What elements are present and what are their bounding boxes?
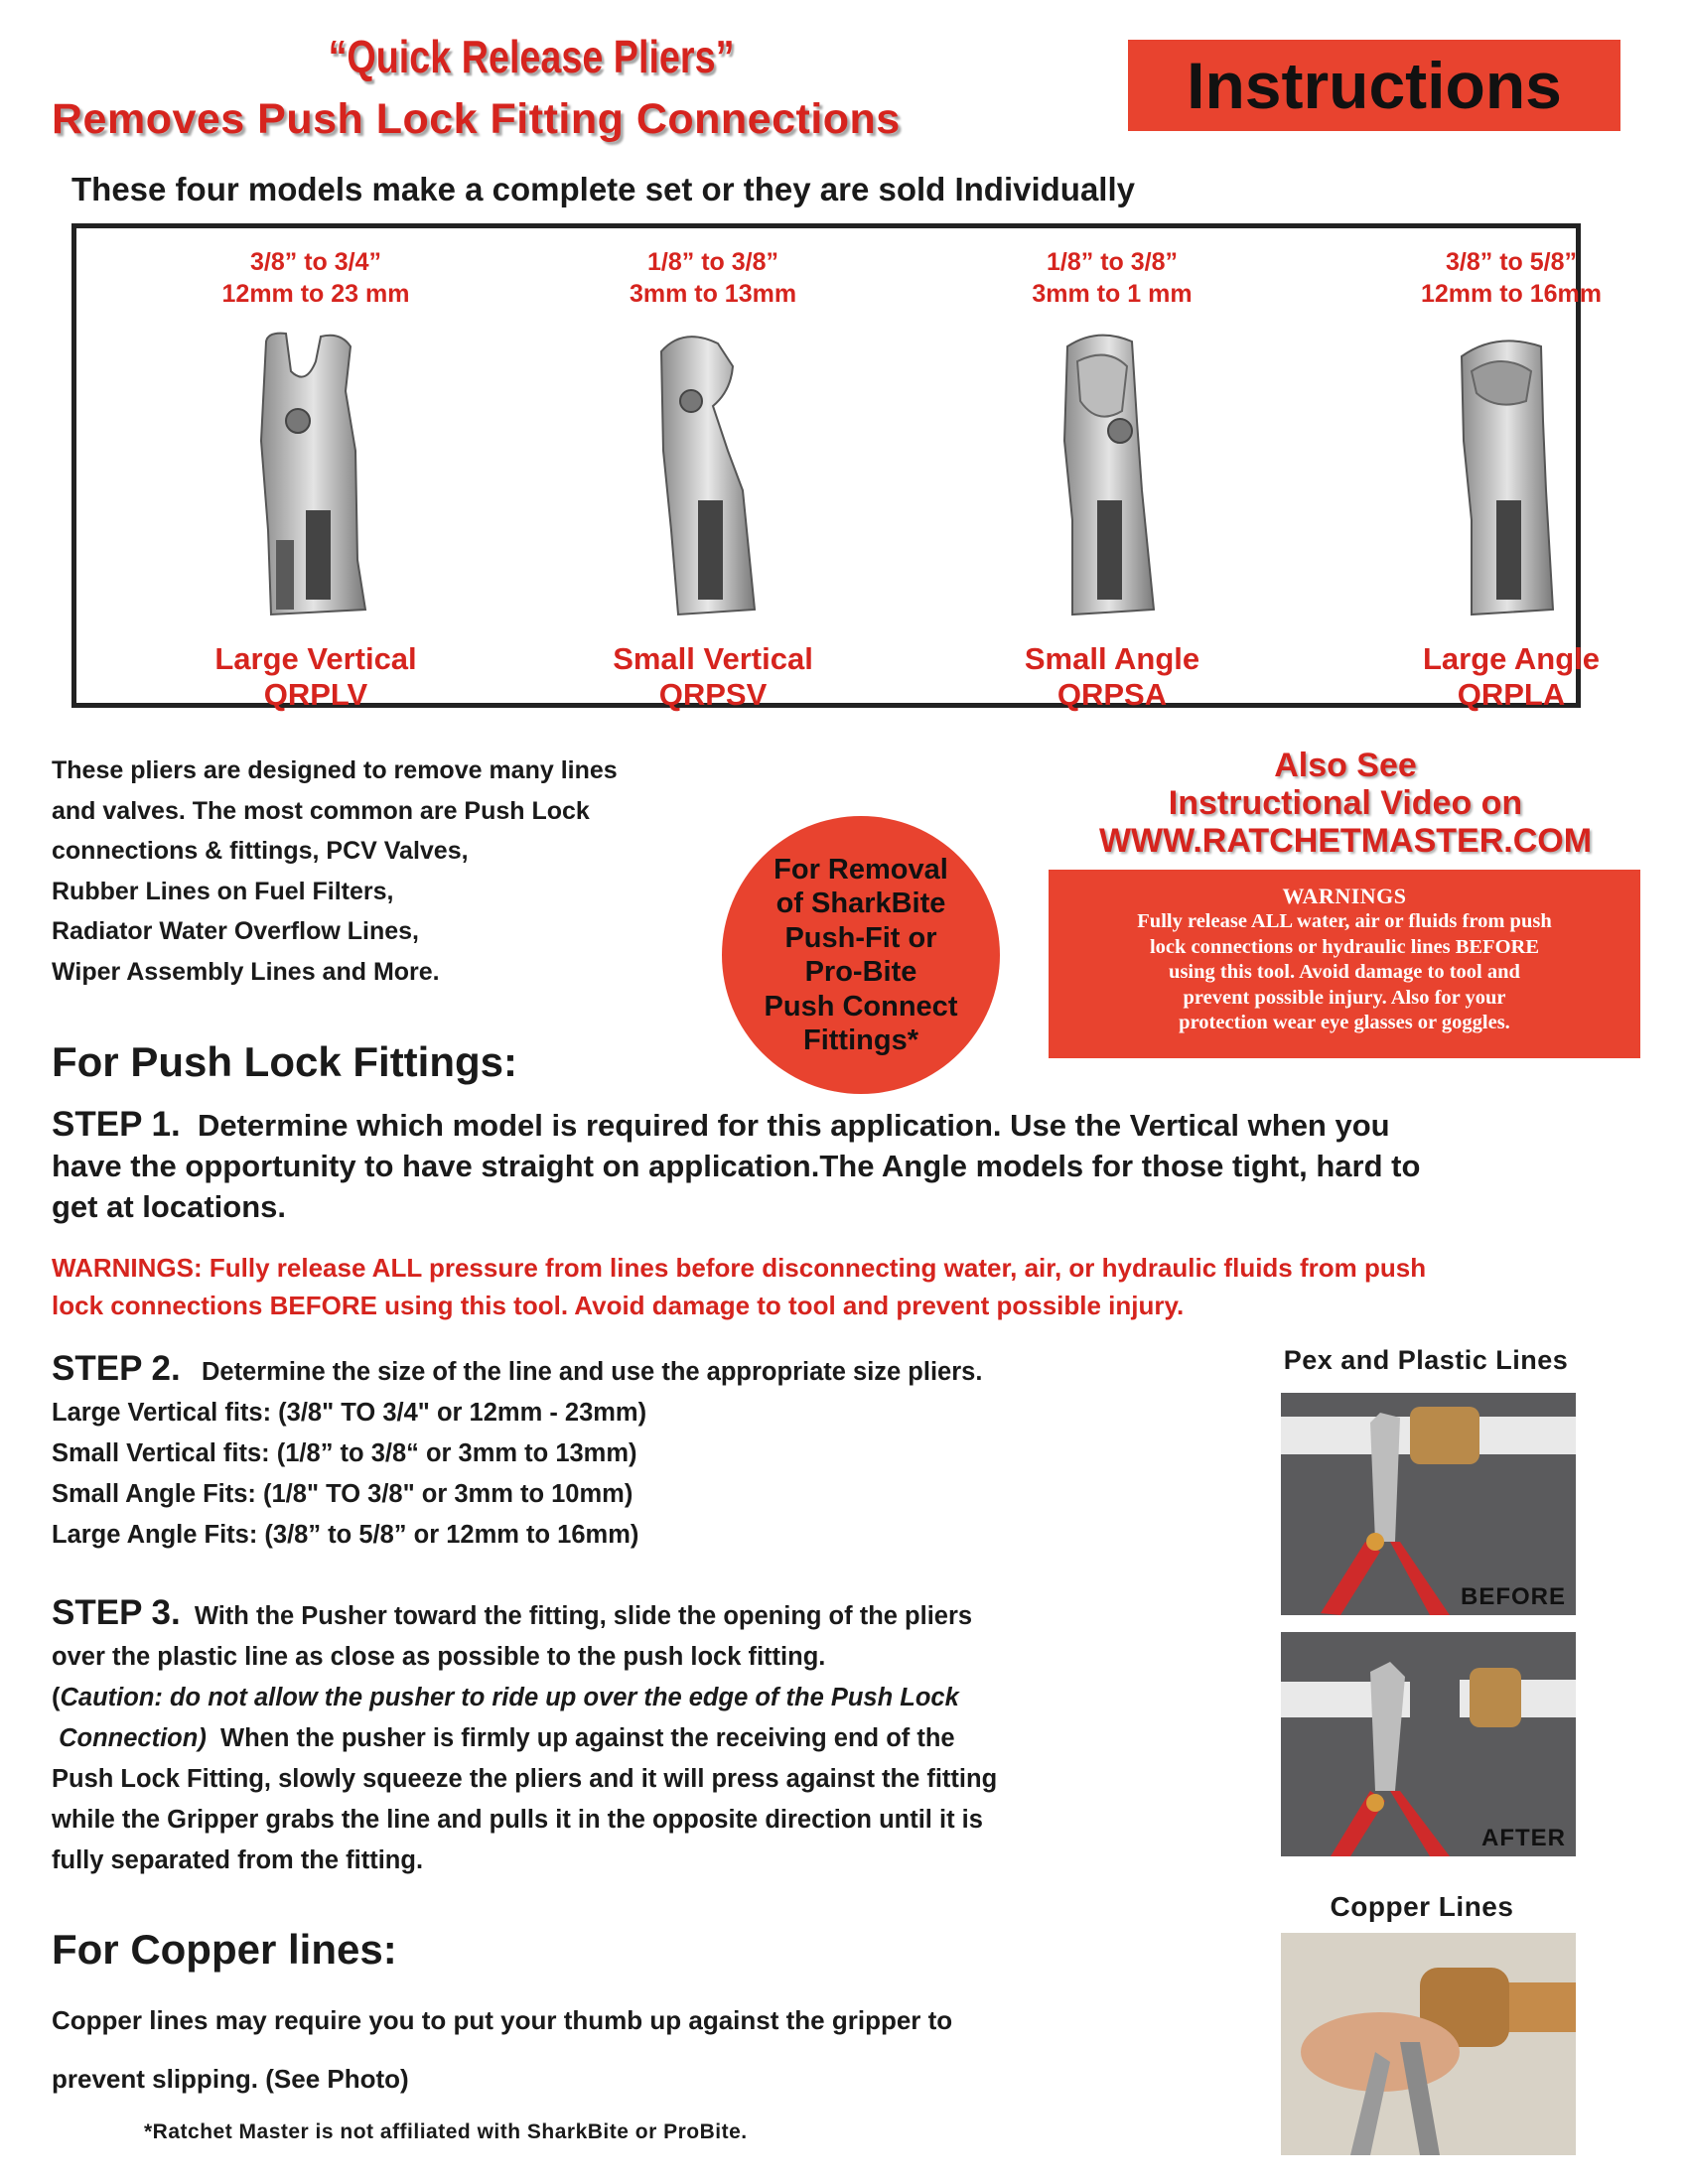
copper-paragraph (52, 1991, 1144, 2109)
model-name: Small Angle (1024, 641, 1200, 676)
model-range-mm: 3mm to 1 mm (1032, 280, 1193, 308)
badge-line: Pro-Bite (804, 956, 917, 988)
after-photo (1281, 1632, 1576, 1856)
step-3-text: fully separated from the fitting. (52, 1846, 424, 1874)
step-1-text: have the opportunity to have straight on application.The Angle models for those tight, hard to (52, 1149, 1421, 1183)
badge-line: Push-Fit or (784, 921, 937, 954)
copper-photo (1281, 1933, 1576, 2155)
warning-line: Fully release ALL water, air or fluids from push (1137, 910, 1552, 932)
step-3-label: STEP 3. (52, 1593, 181, 1632)
badge-line: Fittings* (803, 1024, 918, 1056)
caution-text: Connection) (52, 1724, 207, 1752)
model-name: Small Vertical (613, 641, 813, 676)
before-photo (1281, 1393, 1576, 1615)
large-vertical-plier-image (246, 332, 385, 619)
pex-photos-label: Pex and Plastic Lines (1283, 1345, 1569, 1375)
fit-line: Large Vertical fits: (3/8" TO 3/4" or 12mm - 23mm) (52, 1399, 647, 1427)
copper-photo-image (1281, 1933, 1576, 2155)
step-3-text: With the Pusher toward the fitting, slide the opening of the pliers (194, 1602, 973, 1630)
step-3 (52, 1592, 1144, 1881)
model-small-angle (943, 246, 1281, 713)
step-1-label: STEP 1. (52, 1105, 181, 1144)
model-code: QRPLA (1457, 677, 1566, 712)
model-large-vertical (147, 246, 485, 713)
set-description: These four models make a complete set or they are sold Individually (71, 171, 1136, 207)
before-tag: BEFORE (1460, 1583, 1566, 1610)
step-2-label: STEP 2. (52, 1349, 181, 1388)
model-range-mm: 12mm to 23 mm (221, 280, 410, 308)
callout-line: Also See (1274, 747, 1417, 784)
sharkbite-badge (722, 816, 1000, 1094)
push-lock-heading: For Push Lock Fittings: (52, 1038, 517, 1085)
fit-line: Small Angle Fits: (1/8" TO 3/8" or 3mm to 10mm) (52, 1480, 633, 1508)
intro-paragraph (52, 751, 727, 992)
intro-line: Rubber Lines on Fuel Filters, (52, 877, 394, 905)
intro-line: Wiper Assembly Lines and More. (52, 957, 440, 986)
pressure-warning-line: lock connections BEFORE using this tool. Avoid damage to tool and prevent possible injury. (52, 1291, 1185, 1320)
pressure-warning-line: WARNINGS: Fully release ALL pressure from lines before disconnecting water, air, or hydraulic fluids from push (52, 1253, 1427, 1283)
badge-line: Push Connect (764, 990, 958, 1023)
step-3-text: over the plastic line as close as possible to the push lock fitting. (52, 1643, 826, 1671)
model-code: QRPSA (1056, 677, 1168, 712)
callout-line: Instructional Video on (1168, 784, 1523, 822)
model-range-in: 3/8” to 3/4” (250, 248, 381, 276)
model-range-in: 1/8” to 3/8” (1047, 248, 1178, 276)
title-line-1: “Quick Release Pliers” (328, 31, 735, 82)
disclaimer: *Ratchet Master is not affiliated with SharkBite or ProBite. (144, 2120, 748, 2143)
warning-line: protection wear eye glasses or goggles. (1179, 1012, 1510, 1033)
step-2 (52, 1348, 1223, 1556)
small-angle-plier-image (1043, 332, 1182, 619)
intro-line: connections & fittings, PCV Valves, (52, 837, 469, 865)
model-name: Large Vertical (214, 641, 417, 676)
caution-paren: ( (52, 1684, 61, 1711)
pressure-warning (52, 1249, 1640, 1324)
copper-heading: For Copper lines: (52, 1926, 397, 1973)
fit-line: Large Angle Fits: (3/8” to 5/8” or 12mm to 16mm) (52, 1521, 639, 1549)
warning-line: using this tool. Avoid damage to tool and (1169, 961, 1520, 983)
badge-line: For Removal (774, 853, 948, 886)
warning-line: lock connections or hydraulic lines BEFORE (1149, 935, 1539, 958)
model-range-in: 3/8” to 5/8” (1446, 248, 1577, 276)
warnings-title: WARNINGS (1282, 884, 1407, 908)
large-angle-plier-image (1442, 332, 1581, 619)
model-large-angle (1342, 246, 1680, 713)
model-code: QRPLV (263, 677, 368, 712)
small-vertical-plier-image (643, 332, 782, 619)
step-3-text: while the Gripper grabs the line and pulls it in the opposite direction until it is (52, 1806, 983, 1834)
step-1 (52, 1104, 1501, 1227)
fit-line: Small Vertical fits: (1/8” to 3/8“ or 3mm to 13mm) (52, 1439, 637, 1467)
copper-line: prevent slipping. (See Photo) (52, 2064, 409, 2094)
step-1-text: get at locations. (52, 1189, 286, 1224)
model-name: Large Angle (1423, 641, 1600, 676)
model-small-vertical (544, 246, 882, 713)
intro-line: Radiator Water Overflow Lines, (52, 917, 419, 945)
warnings-box (1049, 870, 1640, 1058)
step-3-text: Push Lock Fitting, slowly squeeze the pliers and it will press against the fitting (52, 1765, 998, 1793)
intro-line: These pliers are designed to remove many lines (52, 756, 618, 784)
copper-photo-label: Copper Lines (1330, 1891, 1514, 1922)
model-range-in: 1/8” to 3/8” (647, 248, 778, 276)
badge-line: of SharkBite (775, 887, 946, 919)
model-range-mm: 12mm to 16mm (1420, 280, 1603, 308)
video-callout (1048, 747, 1643, 860)
before-photo-image (1281, 1393, 1576, 1615)
caution-text: Caution: do not allow the pusher to ride up over the edge of the Push Lock (60, 1684, 959, 1711)
title-line-2: Removes Push Lock Fitting Connections (52, 95, 901, 143)
step-3-text: When the pusher is firmly up against the receiving end of the (206, 1724, 955, 1752)
intro-line: and valves. The most common are Push Lock (52, 796, 590, 825)
instructions-label: Instructions (1187, 49, 1562, 122)
model-range-mm: 3mm to 13mm (629, 280, 797, 308)
models-panel (71, 223, 1603, 712)
step-1-text: Determine which model is required for this application. Use the Vertical when you (197, 1108, 1390, 1143)
after-photo-image (1281, 1632, 1576, 1856)
copper-line: Copper lines may require you to put your thumb up against the gripper to (52, 2005, 953, 2035)
warning-line: prevent possible injury. Also for your (1183, 986, 1506, 1009)
step-2-intro: Determine the size of the line and use the appropriate size pliers. (201, 1358, 983, 1386)
model-code: QRPSV (658, 677, 768, 712)
after-tag: AFTER (1481, 1825, 1566, 1851)
instructions-banner (1128, 40, 1620, 131)
website-link[interactable]: WWW.RATCHETMASTER.COM (1098, 822, 1593, 860)
